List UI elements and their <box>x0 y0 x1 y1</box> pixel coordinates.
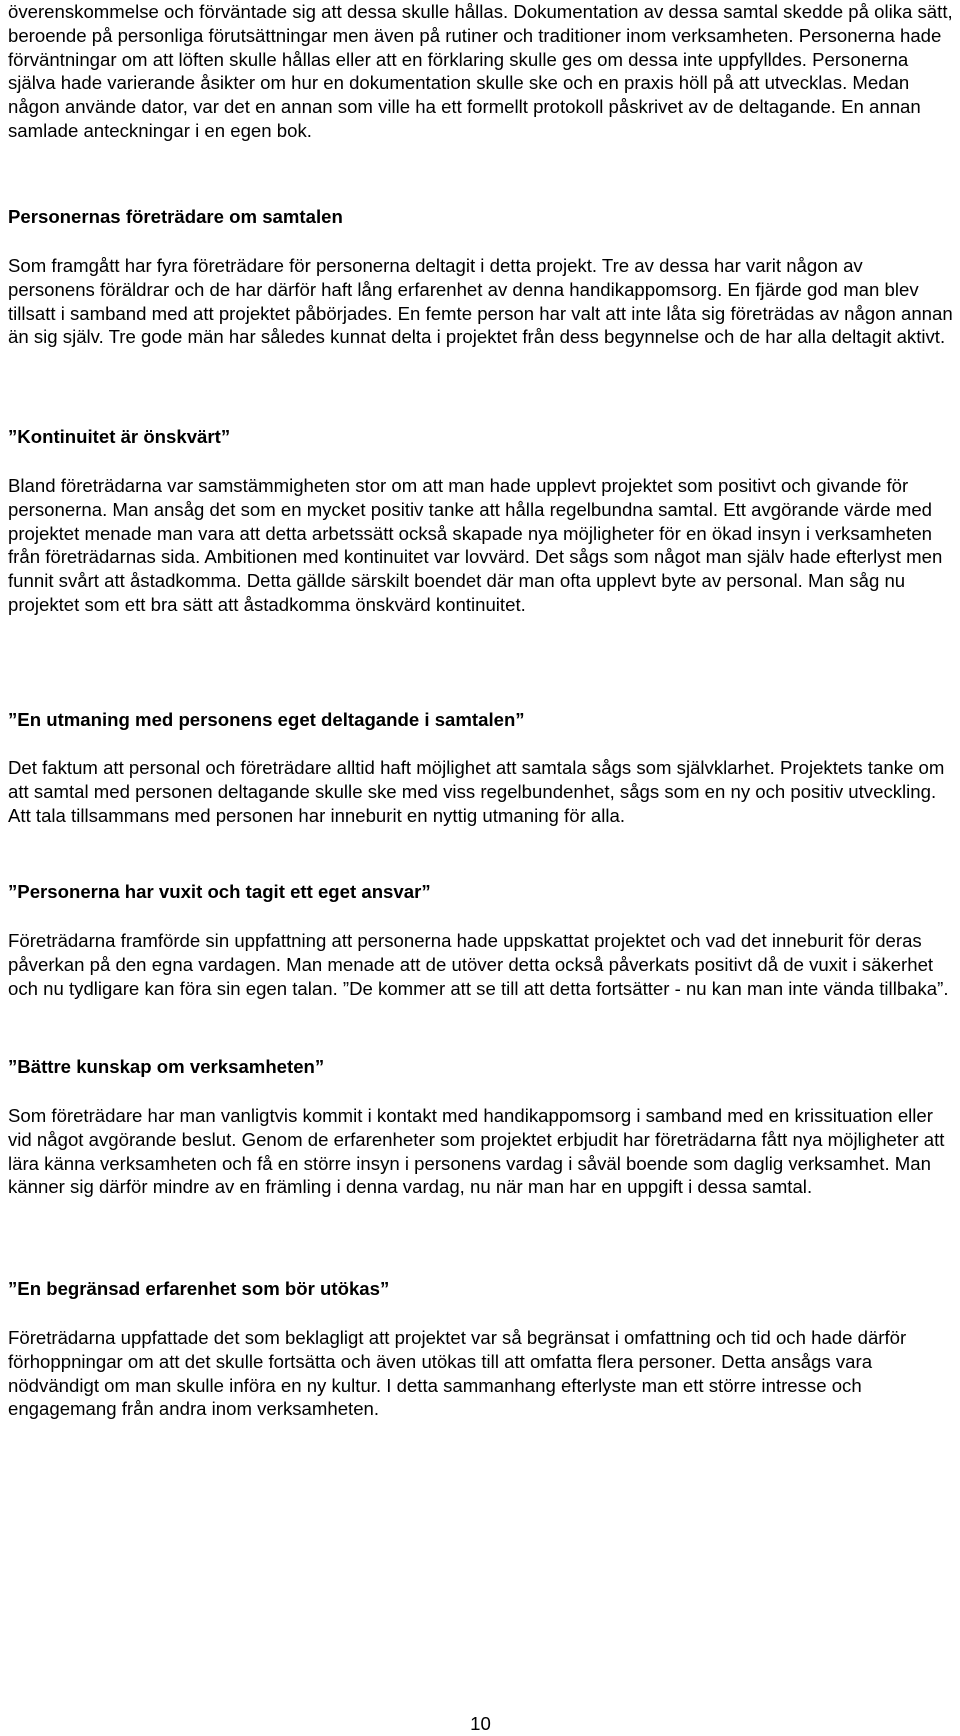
section-paragraph-challenge: Det faktum att personal och företrädare alltid haft möjlighet att samtala sågs som självklarhet. Projektets tanke om att samtal med personen deltagande skulle ske med viss regelbundenhet, sågs som en ny och positiv utveckling. Att tala tillsammans med personen har inneburit en nyttig utmaning för alla. <box>8 757 945 826</box>
section-heading-representatives: Personernas företrädare om samtalen <box>8 206 343 227</box>
section-heading-continuity: ”Kontinuitet är önskvärt” <box>8 426 231 447</box>
section-heading-knowledge: ”Bättre kunskap om verksamheten” <box>8 1056 325 1077</box>
section-heading-challenge: ”En utmaning med personens eget deltagande i samtalen” <box>8 709 525 730</box>
page-number: 10 <box>470 1713 491 1734</box>
section-paragraph-representatives: Som framgått har fyra företrädare för personerna deltagit i detta projekt. Tre av dessa har varit någon av personens föräldrar och de har därför haft lång erfarenhet av denna handikappomsorg. En fjärde god man blev tillsatt i samband med att projektet påbörjades. En femte person har valt att inte låta sig företrädas av någon annan än sig själv. Tre gode män har således kunnat delta i projektet från dess begynnelse och de har alla deltagit aktivt. <box>8 255 953 348</box>
section-paragraph-limited-experience: Företrädarna uppfattade det som beklagligt att projektet var så begränsat i omfattning och tid och hade därför förhoppningar om att det skulle fortsätta och även utökas till att omfatta flera personer. Detta ansågs vara nödvändigt om man skulle införa en ny kultur. I detta sammanhang efterlyste man ett större intresse och engagemang från andra inom verksamheten. <box>8 1327 907 1420</box>
section-paragraph-growth: Företrädarna framförde sin uppfattning att personerna hade uppskattat projektet och vad det inneburit för deras påverkan på den egna vardagen. Man menade att de utöver detta också påverkats positivt då de vuxit i säkerhet och nu tydligare kan föra sin egen talan. ”De kommer att se till att detta fortsätter - nu kan man inte vända tillbaka”. <box>8 930 949 999</box>
section-heading-limited-experience: ”En begränsad erfarenhet som bör utökas” <box>8 1278 390 1299</box>
intro-paragraph: överenskommelse och förväntade sig att dessa skulle hållas. Dokumentation av dessa samtal skedde på olika sätt, beroende på personliga förutsättningar men även på rutiner och traditioner inom verksamheten. Personerna hade förväntningar om att löften skulle hållas eller att en förklaring skulle ges om dessa inte uppfylldes. Personerna själva hade varierande åsikter om hur en dokumentation skulle ske och en praxis höll på att utvecklas. Medan någon använde dator, var det en annan som ville ha ett formellt protokoll påskrivet av de deltagande. En annan samlade anteckningar i en egen bok. <box>8 1 953 141</box>
section-heading-growth: ”Personerna har vuxit och tagit ett eget ansvar” <box>8 881 431 902</box>
section-paragraph-continuity: Bland företrädarna var samstämmigheten stor om att man hade upplevt projektet som positivt och givande för personerna. Man ansåg det som en mycket positiv tanke att hålla regelbundna samtal. Ett avgörande värde med projektet menade man vara att detta arbetssätt också skapade nya möjligheter för en ökad insyn i verksamheten från företrädarnas sida. Ambitionen med kontinuitet var lovvärd. Det sågs som något man själv hade efterlyst men funnit svårt att åstadkomma. Detta gällde särskilt boendet där man ofta upplevt byte av personal. Man såg nu projektet som ett bra sätt att åstadkomma önskvärd kontinuitet. <box>8 475 943 615</box>
section-paragraph-knowledge: Som företrädare har man vanligtvis kommit i kontakt med handikappomsorg i samband med en krissituation eller vid något avgörande beslut. Genom de erfarenheter som projektet erbjudit har företrädarna fått nya möjligheter att lära känna verksamheten och få en större insyn i personens vardag i såväl boende som daglig verksamhet. Man känner sig därför mindre av en främling i denna vardag, nu när man har en uppgift i dessa samtal. <box>8 1105 945 1198</box>
